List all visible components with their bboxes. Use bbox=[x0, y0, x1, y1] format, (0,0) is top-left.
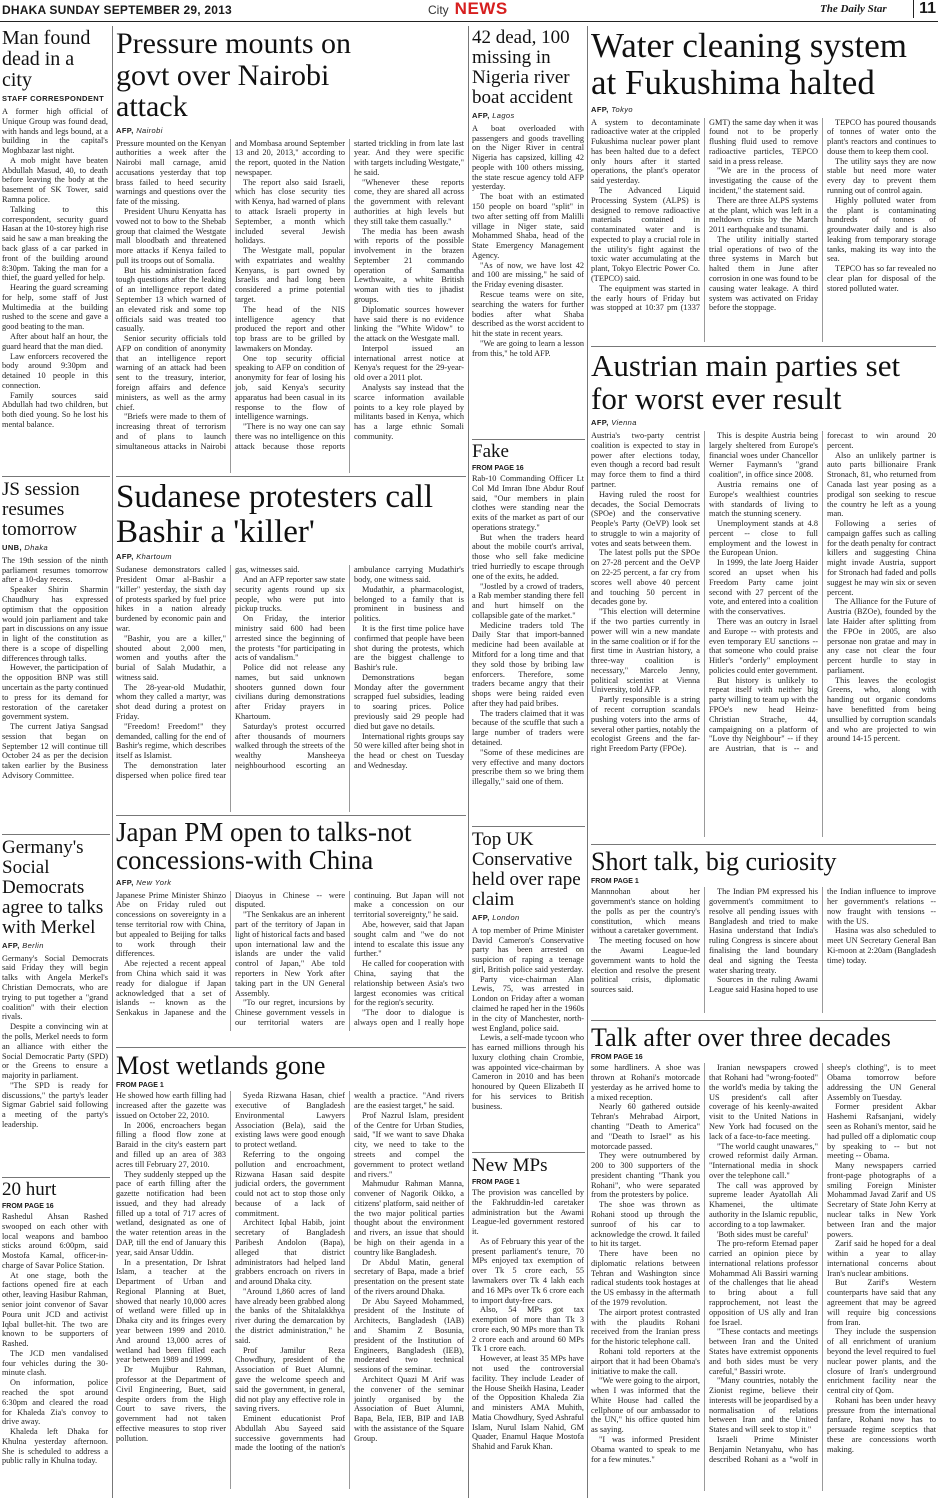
article-nairobi bbox=[116, 28, 464, 473]
continued-from: FROM PAGE 1 bbox=[591, 878, 639, 886]
paragraph: But when the traders heard about the mobile court's arrival, those who sell fake medicine tried hurriedly to escape through one of the exits, he added. bbox=[472, 532, 584, 581]
byline: AFP, Berlin bbox=[2, 940, 44, 950]
story-divider bbox=[2, 476, 110, 477]
paper-logo: The Daily Star bbox=[820, 3, 887, 15]
paragraph: "To our regret, incursions by Chinese government vessels in our territorial waters are continuing. But Japan will not make a concession on our territorial sovereignty," he said. bbox=[235, 890, 464, 1027]
paragraph: And an AFP reporter saw state security agents round up six people, who were put into pickup trucks. bbox=[235, 575, 345, 614]
article-body bbox=[2, 1212, 108, 1466]
paragraph: Abe rejected a recent appeal from China which said it was ready for dialogue if Japan acknowledged that a set of islands -- known as the Senkakus in Japanese and the Diaoyus in Chinese -- were disputed. bbox=[116, 890, 345, 1018]
article-body bbox=[116, 139, 464, 474]
paragraph: They include the suspension of all enrichment of uranium beyond the level required to fuel nuclear power plants, and the closure of Iran's underground enrichment facility near the central city of Qom. bbox=[827, 1327, 936, 1396]
paragraph: After about half an hour, the guard heard that the man died. bbox=[2, 331, 108, 351]
paragraph: Eminent educationist Prof Abdullah Abu Sayeed said successive governments had made the looting of the nation's wealth a practice. "And rivers are the easiest target," he said. bbox=[235, 1091, 464, 1453]
article-body bbox=[116, 565, 464, 812]
paragraph: Lewis, a self-made tycoon who has earned millions through his luxury clothing chain Crombie, was appointed vice-chairman by Cameron in 2010 and has been honoured by Queen Elizabeth II for his services to British business. bbox=[472, 1033, 584, 1111]
paragraph: The head of the NIS intelligence agency that produced the report and other top brass are to be grilled by lawmakers on Monday. bbox=[235, 304, 345, 353]
paragraph: Iranian newspapers crowed that Rohani had "wrong-footed" the world's media by taking the US president's call after coverage of his keenly-awaited visit to the United Nations in New York had focused on the lack of a face-to-face meeting. bbox=[709, 1063, 818, 1141]
paragraph: Medicine traders told The Daily Star that import-banned medicine had been available at Mitford for a long time and that they sold those by bribing law enforcers. Therefore, some traders became angry that their shops were being raided even after they had paid bribes. bbox=[472, 620, 584, 708]
paragraph: "The door to dialogue is always open and I really hope bbox=[354, 1008, 464, 1027]
continued-from: FROM PAGE 16 bbox=[591, 1054, 643, 1062]
paragraph: In 2006, encroachers began filling a flood flow zone at Baraid in the city's eastern part and filled up an area of 383 acres till February 27, 2010. bbox=[116, 1120, 226, 1169]
byline-place: New York bbox=[136, 877, 172, 887]
paragraph: Austria remains one of Europe's wealthiest countries with standards of living to match the stunning scenery. bbox=[709, 480, 818, 519]
page-number: 11 bbox=[913, 0, 936, 18]
paragraph: Architect Iqbal Habib, joint secretary of Bangladesh Paribesh Andolon (Bapa), alleged that district administrators had helped land grabbers encroach on rivers in and around Dhaka city. bbox=[235, 1218, 345, 1287]
paragraph: The provision was cancelled by the Fakhruddin-led caretaker administration but the Awami League-led government restored it. bbox=[472, 1187, 584, 1237]
article-uk-conservative bbox=[472, 830, 584, 1148]
paragraph: "We were going to the airport, when I was informed that the White House had called the cellphone of our ambassador to the UN," his office quoted him as saying. bbox=[591, 1376, 700, 1435]
byline-name: AFP bbox=[591, 418, 607, 428]
byline bbox=[2, 94, 108, 103]
paragraph: Zarif said he hoped for a deal within a year to allay international concerns about Iran's nuclear ambitions. bbox=[827, 1239, 936, 1278]
paragraph: A system to decontaminate radioactive water at the crippled Fukushima nuclear power plant has been halted due to a defect only hours after it started operations, the plant's operator said yesterday. bbox=[591, 117, 700, 186]
byline-place: Berlin bbox=[22, 940, 44, 950]
paragraph: The utility says they are now stable but need more water every day to prevent them running out of control again. bbox=[827, 156, 936, 195]
paragraph: Talking to this correspondent, security guard Hasan at the 10-storey high rise said he saw a man breaking the back glass of a car parked in front of the building around 8:30pm. Taking the man for a thief, the guard yelled for help. bbox=[2, 204, 108, 283]
byline-place: Dhaka bbox=[24, 542, 49, 552]
paragraph: Also, 54 MPs got tax exemption of more than Tk 3 crore each, 90 MPs more than Tk 2 crore each and around 60 MPs Tk 1 crore each. bbox=[472, 1305, 584, 1354]
story-divider bbox=[591, 1020, 936, 1021]
story-divider bbox=[472, 439, 585, 440]
paragraph: This is despite Austria being largely sheltered from Europe's financial woes under Chancellor Werner Faymann's "grand coalition", in office since 2008. bbox=[709, 431, 818, 480]
paragraph: Japanese Prime Minister Shinzo Abe on Friday ruled out concessions on sovereignty in a tense territorial row with China, but appealed to Beijing for talks to work through their differences. bbox=[116, 890, 226, 959]
article-body bbox=[591, 887, 936, 1013]
article-sudan bbox=[116, 480, 464, 812]
byline-name: UNB bbox=[2, 542, 20, 552]
paragraph: A boat overloaded with passengers and goods travelling on the Niger River in central Nigeria has capsized, killing 42 people with 100 others missing, the state rescue agency told AFP yesterday. bbox=[472, 123, 584, 192]
paragraph: Dr Abu Sayeed Mohammed, president of the Institute of Architects, Bangladesh (IAB) and Shamim Z Bosunia, president of the Institution of Engineers, Bangladesh (IEB), moderated two technical sessions of the seminar. bbox=[354, 1296, 464, 1375]
paragraph: TEPCO has poured thousands of tonnes of water onto the plant's reactors and continues to douse them to keep them cool. bbox=[827, 117, 936, 156]
article-body bbox=[472, 1188, 584, 1452]
paragraph: As of February this year of the present parliament's tenure, 70 MPs enjoyed tax exemption of over Tk 5 crore each, 55 lawmakers over Tk 4 lakh each and 16 MPs over Tk 6 crore each to import duty-free cars. bbox=[472, 1236, 584, 1305]
byline-place: Lagos bbox=[492, 110, 515, 120]
column-rule bbox=[587, 26, 588, 1498]
paragraph: On information, police reached the spot around 6:30pm and cleared the road for Khaleda Zia's convoy to drive away. bbox=[2, 1378, 108, 1427]
byline-name: AFP bbox=[116, 552, 132, 562]
article-short-talk bbox=[591, 848, 936, 1016]
headline: JS session resumes tomorrow bbox=[2, 480, 80, 540]
byline: AFP, Lagos bbox=[472, 110, 515, 120]
paragraph: Police did not release any names, but said unknown shooters gunned down four civilians during demonstrations after Friday prayers in Khartoum. bbox=[235, 663, 345, 721]
headline: New MPs bbox=[472, 1156, 548, 1176]
headline: Fake bbox=[472, 442, 509, 462]
paragraph: Sources in the ruling Awami League said Hasina hoped to use the Indian influence to improve her government's relations -- now fraught with tensions -- with the US. bbox=[709, 887, 936, 995]
section-label bbox=[428, 0, 508, 19]
paragraph: In 1999, the late Joerg Haider scored an upset when his Freedom Party came joint second with 27 percent of the vote, and entered into a coalition with the conservatives. bbox=[709, 558, 818, 617]
paragraph: Sudanese demonstrators called President Omar al-Bashir a "killer" yesterday, the sixth day of protests sparked by fuel price hikes in a nation already burdened by economic pain and war. bbox=[116, 565, 226, 633]
paragraph: However, the participation of the opposition BNP was still uncertain as the party continued to press for its demand for restoration of the caretaker government system. bbox=[2, 663, 108, 722]
story-divider bbox=[591, 346, 936, 347]
byline-name: AFP bbox=[2, 940, 18, 950]
headline: Most wetlands gone bbox=[116, 1052, 326, 1080]
paragraph: Analysts say instead that the scarce information available points to a key role played by militants based in Kenya, which has a large ethnic Somali community. bbox=[354, 383, 464, 441]
paragraph: On Friday, the interior ministry said 600 had been arrested since the beginning of the protests "for participating in acts of vandalism." bbox=[235, 614, 345, 663]
headline: Talk after over three decades bbox=[591, 1024, 891, 1052]
headline: Germany's Social Democrats agree to talks with Merkel bbox=[2, 838, 104, 938]
paragraph: "Freedom! Freedom!" they demanded, calling for the end of Bashir's regime, which describes itself as Islamist. bbox=[116, 721, 226, 761]
article-body bbox=[472, 474, 584, 787]
paragraph: But history is unlikely to repeat itself with neither big party willing to team up with the FPOe's new head Heinz-Christian Strache, 44, campaigning on a platform of "Love thy Neighbour" -- if they are Austrian, that is -- and forecast to win around 20 percent. bbox=[709, 431, 936, 754]
byline: AFP, Khartoum bbox=[116, 552, 172, 562]
paragraph: A former high official of Unique Group was found dead, with hands and legs bound, at a building in the capital's Moghbazar last night. bbox=[2, 107, 108, 156]
paragraph: "We are going to learn a lesson from this," he told AFP. bbox=[472, 338, 584, 358]
paragraph: Hearing the guard screaming for help, some staff of Just Multimedia at the building rushed to the scene and gave a good beating to the man. bbox=[2, 283, 108, 332]
paragraph: Many newspapers carried front-page photographs of a smiling Foreign Minister Mohammad Javad Zarif and US Secretary of State John Kerry at nuclear talks in New York between Iran and the major powers. bbox=[827, 1161, 936, 1239]
paragraph: International rights groups say 50 were killed after being shot in the head or chest on Tuesday and Wednesday. bbox=[354, 731, 464, 770]
story-divider bbox=[116, 476, 466, 477]
paragraph: He showed how earth filling had increased after the gazette was issued on October 22, 2010. bbox=[116, 1091, 226, 1120]
paragraph: One top security official speaking to AFP on condition of anonymity for fear of losing his job, said Kenya's security apparatus had been casual in its response to the flow of intelligence warnings. bbox=[235, 353, 345, 422]
paragraph: Highly polluted water from the plant is contaminating hundreds of tonnes of groundwater daily and is also leaking from temporary storage tanks, making its way into the sea. bbox=[827, 195, 936, 264]
headline: Short talk, big curiosity bbox=[591, 848, 837, 876]
paragraph: Germany's Social Democrats said Friday they will begin talks with Angela Merkel's Christian Democrats, who are trying to put together a "grand coalition" with their election rivals. bbox=[2, 953, 108, 1022]
paragraph: A top member of Prime Minister David Cameron's Conservative party has been arrested on suspicion of raping a teenage girl, British police said yesterday. bbox=[472, 925, 584, 974]
paragraph: The current Jatiya Sangsad session that began on September 12 will continue till October 24 as per the decision taken earlier by the Business Advisory Committee. bbox=[2, 722, 108, 780]
byline-place: Khartoum bbox=[136, 552, 172, 562]
headline: Sudanese protesters call Bashir a 'killer' bbox=[116, 480, 434, 550]
paragraph: The call was approved by supreme leader Ayatollah Ali Khamenei, the ultimate authority in the Islamic republic, according to a top lawmaker. bbox=[709, 1180, 818, 1229]
paragraph: Mahmudur Rahman Manna, convener of Nagorik Oikko, a citizens' platform, said neither of the two major political parties thought about the environment and rivers, an issue that should be high on their agenda in a country like Bangladesh. bbox=[354, 1179, 464, 1257]
article-20-hurt bbox=[2, 1180, 108, 1498]
paragraph: They were outnumbered by 200 to 300 supporters of the president chanting "Thank you Rohani", who were separated from the protesters by police. bbox=[591, 1151, 700, 1200]
paragraph: Also an unlikely partner is auto parts billionaire Frank Stronach, 81, who returned from Canada last year posing as a prodigal son seeking to rescue the country he left as a young man. bbox=[827, 450, 936, 519]
paragraph: The boat with an estimated 150 people on board "split" in two after setting off from Malilli village in Niger state, said Mohammed Shaba, head of the State Emergency Management Agency. bbox=[472, 192, 584, 260]
paragraph: Dr Abdul Matin, general secretary of Bapa, made a brief presentation on the present state of the rivers around Dhaka. bbox=[354, 1257, 464, 1296]
byline-name: AFP bbox=[591, 104, 607, 114]
paragraph: Former president Akbar Hashemi Rafsanjani, widely seen as Rohani's mentor, said he had pulled off a diplomatic coup by speaking to -- but not meeting -- Obama. bbox=[827, 1102, 936, 1161]
paragraph: The JCD men vandalised four vehicles during the 30-minute clash. bbox=[2, 1348, 108, 1378]
paragraph: The demonstration later dispersed when police fired tear gas, witnesses said. bbox=[116, 565, 300, 780]
paragraph: The media has been awash with reports of the possible involvement in the brazen September 21 commando operation of Samantha Lewthwaite, a white British woman with ties to jihadist groups. bbox=[354, 226, 464, 304]
article-body bbox=[116, 891, 464, 1031]
paragraph: "This election will determine if the two parties currently in power will win a new mandate in the same coalition or if for the first time in Austrian history, a three-way coalition is necessary," Marcelo Jenny, political scientist at Vienna University, told AFP. bbox=[591, 607, 700, 695]
byline-name: AFP bbox=[472, 110, 488, 120]
paragraph: A mob might have beaten Abdullah Masud, 40, to death before leaving the body at the basement of SK Tower, said Ramna police. bbox=[2, 155, 108, 205]
byline: AFP, Vienna bbox=[591, 418, 637, 428]
paragraph: Pressure mounted on the Kenyan authorities a week after the Nairobi mall carnage, amid accusations yesterday that top brass failed to heed security warnings and questions over the fate of the missing. bbox=[116, 138, 226, 207]
byline: AFP, Nairobi bbox=[116, 125, 163, 135]
paragraph: Architect Quazi M Arif was the convener of the seminar jointly organised by the Association of Buet Alumni, Bapa, Bela, IEB, BIP and IAB with the assistance of the Square Group. bbox=[354, 1374, 464, 1443]
dateline: DHAKA SUNDAY SEPTEMBER 29, 2013 bbox=[2, 3, 232, 17]
paragraph: Partly responsible is a string of recent corruption scandals pushing voters into the arms of several other parties, notably the ecologist Greens and the far-right Freedom Party (FPOe). bbox=[591, 695, 700, 754]
article-fake bbox=[472, 442, 584, 822]
paragraph: "Jostled by a crowd of traders, a Rab member standing there fell and hurt himself on the collapsible gate of the market." bbox=[472, 581, 584, 620]
byline-place: Nairobi bbox=[136, 125, 163, 135]
article-body bbox=[591, 431, 936, 837]
section-city: City bbox=[428, 3, 449, 17]
paragraph: Following a series of campaign gaffes such as calling for the death penalty for contract killers and suggesting China might invade Austria, support for Stronach had faded and polls suggest he may win six or seven percent. bbox=[827, 519, 936, 597]
paragraph: Abe, however, said that Japan sought calm and "we do not intend to escalate this issue any further." bbox=[354, 920, 464, 959]
byline-name: AFP bbox=[116, 125, 132, 135]
paragraph: Saturday's protest occurred after thousands of mourners walked through the streets of the wealthy Mansheeya neighbourhood escorting an ambulance carrying Mudathir's body, one witness said. bbox=[235, 565, 464, 770]
paragraph: "There is no way one can say there was no intelligence on this attack because those reports started trickling in from late last year. And they were specific with targets including Westgate," he said. bbox=[235, 138, 464, 451]
paragraph: President Uhuru Kenyatta has vowed not to bow to the Shebab group that claimed the Westgate mall bloodbath and threatened more attacks if Kenya failed to pull its troops out of Somalia. bbox=[116, 206, 226, 265]
paragraph: The meeting focused on how the Awami League-led government wants to hold the election and resolve the present political crisis, diplomatic sources said. bbox=[591, 936, 700, 995]
byline-place: Vienna bbox=[611, 418, 637, 428]
paragraph: "Briefs were made to them of increasing threat of terrorism and of plans to launch simultaneous attacks in Nairobi and Mombasa around September 13 and 20, 2013," according to the report, quoted in the Nation newspaper. bbox=[116, 138, 345, 451]
section-news: NEWS bbox=[454, 0, 508, 18]
story-divider bbox=[472, 1152, 585, 1153]
paragraph: 'Both sides must be careful' bbox=[717, 1229, 809, 1239]
paragraph: The airport protest contrasted with the plaudits Rohani received from the Iranian press for the historic telephone call. bbox=[591, 1307, 700, 1347]
article-body bbox=[591, 118, 936, 343]
article-new-mps bbox=[472, 1156, 584, 1498]
article-js-session bbox=[2, 480, 108, 828]
paragraph: Hasina was also scheduled to meet UN Secretary General Ban Ki-moon at 2:20am (Bangladesh time) today. bbox=[827, 926, 936, 965]
headline: Water cleaning system at Fukushima halted bbox=[591, 28, 907, 102]
paragraph: "These contacts and meetings between Iran and the United States have extremist opponents and both sides must be very careful," Bassiri wrote. bbox=[709, 1327, 818, 1376]
article-man-found-dead bbox=[2, 28, 108, 473]
paragraph: He called for cooperation with China, saying that the relationship between Asia's two largest economies was critical for the region's security. bbox=[354, 959, 464, 1008]
paragraph: "I was informed President Obama wanted to speak to me for a few minutes." bbox=[591, 1434, 700, 1464]
continued-from: FROM PAGE 1 bbox=[116, 1082, 164, 1090]
byline-name: AFP bbox=[116, 877, 132, 887]
paragraph: Dr Mujibur Rahman, professor at the Department of Civil Engineering, Buet, said despite orders from the High Court to save rivers, the government had not taken effective measures to stop river pollution. bbox=[116, 1365, 226, 1443]
paragraph: The 28-year-old Mudathir, whom they called a martyr, was shot dead during a protest on Friday. bbox=[116, 682, 226, 721]
paragraph: The Westgate mall, popular with expatriates and wealthy Kenyans, is part owned by Israelis and had long been considered a prime potential target. bbox=[235, 246, 345, 304]
paragraph: "Bashir, you are a killer," shouted about 2,000 men, women and youths after the burial of Salah Mudathir, a witness said. bbox=[116, 633, 226, 682]
byline-place: London bbox=[492, 912, 520, 922]
paragraph: Rashedul Ahsan Rashed swooped on each other with local weapons and bamboo sticks around 6:00pm, said Mostofa Kamal, officer-in-charge of Savar Police Station. bbox=[2, 1211, 108, 1270]
paragraph: Austria's two-party centrist coalition is expected to stay in power after elections today, even though a record bad result may force them to find a third partner. bbox=[591, 431, 700, 489]
story-divider bbox=[116, 815, 466, 816]
article-body bbox=[591, 1063, 936, 1491]
paragraph: The 19th session of the ninth parliament resumes tomorrow after a 10-day recess. bbox=[2, 555, 108, 585]
paragraph: Senior security officials told AFP on condition of anonymity that an intelligence report warning of an attack had been sent to the treasury, interior, foreign affairs and defence ministers, as well as the army chief. bbox=[116, 334, 226, 412]
article-germany bbox=[2, 838, 108, 1174]
headline: 20 hurt bbox=[2, 1180, 57, 1200]
story-divider bbox=[116, 1047, 466, 1048]
paragraph: Rohani told reporters at the airport that it had been Obama's initiative to make the call. bbox=[591, 1346, 700, 1376]
column-rule bbox=[468, 26, 469, 1498]
continued-from: FROM PAGE 16 bbox=[2, 1202, 54, 1210]
byline: AFP, London bbox=[472, 912, 520, 922]
paragraph: "Around 1,860 acres of land have already been grabbed along the banks of the Shitalakkhya river during the demarcation by the district administration," he said. bbox=[235, 1286, 345, 1345]
article-body bbox=[472, 124, 584, 359]
paragraph: There was an outcry in Israel and Europe -- with protests and even temporary EU sanctions -- that someone who could praise Hitler's "orderly" employment policies could enter government. bbox=[709, 616, 818, 675]
paragraph: Demonstrations began Monday after the government scrapped fuel subsidies, leading to soaring prices. Police previously said 29 people had died but gave no details. bbox=[354, 672, 464, 731]
paragraph: Interpol issued an international arrest notice at Kenya's request for the 29-year-old over a 2011 plot. bbox=[354, 343, 464, 383]
paragraph: Khaleda left Dhaka for Khulna yesterday afternoon. She is scheduled to address a public rally in Khulna today. bbox=[2, 1427, 108, 1466]
paragraph: Rescue teams were on site, searching the waters for further bodies after what Shaba described as the worst accident to hit the state in recent years. bbox=[472, 290, 584, 339]
paragraph: At one stage, both the factions opened fire at each other, leaving Hasibur Rahman, senior joint convenor of Savar Poura unit JCD and activist Iqbal bullet-hit. The two are known to be supporters of Rashed. bbox=[2, 1270, 108, 1349]
paragraph: "The world caught unawares," crowed reformist daily Arman. "International media in shock over the telephone call." bbox=[709, 1141, 818, 1180]
headline: Man found dead in a city bbox=[2, 28, 91, 91]
paragraph: "The Senkakus are an inherent part of the territory of Japan in light of historical facts and based upon international law and the islands are under the valid control of Japan," Abe told reporters in New York after taking part in the UN General Assembly. bbox=[235, 910, 345, 998]
paragraph: This leaves the ecologist Greens, who, along with handing out organic condoms have benefitted from being unsullied by corruption scandals and who are projected to win around 14-15 percent. bbox=[827, 675, 936, 744]
paragraph: They suddenly stepped up the pace of earth filling after the gazette notification had been issued, and they had already filled up a total of 717 acres of wetland, designated as one of the water retention areas in the DAP, till the end of January this year, said Ansar Uddin. bbox=[116, 1169, 226, 1257]
byline-place: Tokyo bbox=[611, 104, 633, 114]
article-body bbox=[116, 1091, 464, 1489]
paragraph: "Whenever these reports come, they are shared all across the government with relevant authorities at high levels but they still take them casually." bbox=[354, 177, 464, 226]
article-japan bbox=[116, 818, 464, 1040]
article-fukushima bbox=[591, 28, 936, 342]
paragraph: There have been no diplomatic relations between Tehran and Washington since radical students took hostages at the US embassy in the aftermath of the 1979 revolution. bbox=[591, 1249, 700, 1308]
paragraph: The utility initially started trial operations of two of the three systems in March but halted them in June after corrosion in one was found to be causing water leakage. A third system was activated on Friday before the stoppage. bbox=[709, 234, 818, 313]
paragraph: But Zarif's Western counterparts have said that any agreement that may be agreed will require big concessions from Iran. bbox=[827, 1278, 936, 1327]
continued-from: FROM PAGE 16 bbox=[472, 464, 524, 472]
headline: Japan PM open to talks-not concessions-with China bbox=[116, 818, 412, 876]
paragraph: Mannnohan about her government's stance on holding the polls as per the country's constitution, which means without a caretaker government. bbox=[591, 887, 700, 936]
article-wetlands bbox=[116, 1052, 464, 1498]
paragraph: Party vice-chairman Alan Lewis, 75, was arrested in London on Friday after a woman claimed he raped her in the 1960s in the city of Manchester, north-west England, police said. bbox=[472, 974, 584, 1033]
paragraph: Referring to the ongoing pollution and encroachment, Rizwana Hasan said despite judicial orders, the government could not act to stop those only because of a lack of commitment. bbox=[235, 1149, 345, 1218]
headline: Austrian main parties set for worst ever result bbox=[591, 350, 901, 416]
article-body bbox=[2, 954, 108, 1130]
paragraph: There are three ALPS systems at the plant, which was left in a meltdown crisis by the March 2011 earthquake and tsunami. bbox=[709, 195, 818, 235]
paragraph: It is the first time police have confirmed that people have been shot during the protests, which are the biggest challenge to Bashir's rule. bbox=[354, 623, 464, 673]
paragraph: Law enforcers recovered the body around 9:30pm and detained 10 people in this connection. bbox=[2, 351, 108, 390]
paragraph: Israeli Prime Minister Benjamin Netanyahu, who has described Rohani as a "wolf in sheep's clothing", is to meet Obama tomorrow before addressing the UN General Assembly on Tuesday. bbox=[709, 1063, 936, 1464]
paragraph: The latest polls put the SPOe on 27-28 percent and the OeVP on 22-25 percent, a far cry from scores well above 40 percent and touching 50 percent in decades gone by. bbox=[591, 548, 700, 607]
paragraph: "The SPD is ready for discussions," the party's leader Sigmar Gabriel said following a meeting of the party's leadership. bbox=[2, 1080, 108, 1129]
paragraph: Having ruled the roost for decades, the Social Democrats (SPOe) and the conservative People's Party (OeVP) look set to struggle to win a majority of votes and seats between them. bbox=[591, 489, 700, 548]
byline-name: AFP bbox=[472, 912, 488, 922]
paragraph: But his administration faced tough questions after the leaking of an intelligence report dated September 13 which warned of an elevated risk and some top officials said was treated too casually. bbox=[116, 265, 226, 334]
paragraph: In a presentation, Dr Ishrat Islam, a teacher at the Department of Urban and Regional Planning at Buet, showed that nearly 10,000 acres of wetland were filled up in Dhaka city and its fringes every year between 1999 and 2010. And around 13,000 acres of wetland had been filled each year between 1989 and 1999. bbox=[116, 1257, 226, 1365]
paragraph: Nearly 60 gathered outside Tehran's Mehrabad Airport, chanting "Death to America" and "Death to Israel" as his motorcade passed. bbox=[591, 1102, 700, 1151]
headline: Pressure mounts on govt over Nairobi attack bbox=[116, 28, 351, 123]
continued-from: FROM PAGE 1 bbox=[472, 1178, 520, 1186]
paragraph: The shoe was thrown as Rohani stood up through the sunroof of his car to acknowledge the crowd. It failed to hit its target. bbox=[591, 1200, 700, 1249]
paragraph: However, at least 35 MPs have not used the controversial facility. They include Leader of the House Sheikh Hasina, Leader of the Opposition Khaleda Zia and ministers AMA Muhith, Matia Chowdhury, Syed Ashraful Islam, Nurul Islam Nahid, GM Quader, Enamul Haque Mostofa Shahid and Faruk Khan. bbox=[472, 1354, 584, 1452]
paragraph: "Many countries, notably the Zionist regime, believe their interests will be jeopardised by a normalisation of relations between Iran and the United States and will seek to stop it." bbox=[709, 1376, 818, 1435]
column-rule bbox=[112, 26, 113, 1498]
story-divider bbox=[2, 1177, 110, 1178]
paragraph: TEPCO has so far revealed no clear plan for disposal of the stored polluted water. bbox=[827, 264, 936, 293]
byline: UNB, Dhaka bbox=[2, 542, 49, 552]
paragraph: Family sources said Abdullah had two children, but both died young. So he lost his mental balance. bbox=[2, 390, 108, 429]
story-divider bbox=[472, 826, 585, 827]
paragraph: Rohani has been under heavy pressure from the international fanfare, Rohani now has to persuade regime sceptics that these are concessions worth making. bbox=[827, 1395, 936, 1454]
paragraph: The Advanced Liquid Processing System (ALPS) is designed to remove radioactive materials contained in contaminated water and is expected to play a crucial role in the utility's fight against the toxic water accumulating at the plant, Tokyo Electric Power Co. (TEPCO) said. bbox=[591, 185, 700, 283]
article-austria bbox=[591, 350, 936, 840]
paragraph: some hardliners. A shoe was thrown at Rohani's motorcade yesterday as he arrived home to a mixed reception. bbox=[591, 1063, 700, 1102]
paragraph: Speaker Shirin Sharmin Chaudhury has expressed optimism that the opposition would join parliament and take part in discussions on any issue in light of the constitution as there is a scope of dispelling differences through talks. bbox=[2, 585, 108, 663]
paragraph: "We are in the process of investigating the cause of the incident," the statement said. bbox=[709, 166, 818, 195]
paragraph: "As of now, we have lost 42 and 100 are missing," he said of the Friday evening disaster. bbox=[472, 260, 584, 290]
paragraph: Mudathir, a pharmacologist, belonged to a family that is prominent in business and politics. bbox=[354, 584, 464, 624]
paragraph: The report also said Israeli, which has close security ties with Kenya, had warned of plans to attack Israeli property in September, a month which included several Jewish holidays. bbox=[235, 177, 345, 246]
headline: 42 dead, 100 missing in Nigeria river boat accident bbox=[472, 28, 573, 108]
article-body bbox=[472, 926, 584, 1112]
paragraph: The pro-reform Etemad paper carried an opinion piece by international relations professor Mohammad Ali Bassiri warning of the challenges that lie ahead to bring about a full rapprochement, not least the opposition of US ally and Iran foe Israel. bbox=[709, 1239, 818, 1327]
byline: AFP, New York bbox=[116, 877, 172, 887]
article-body bbox=[2, 107, 108, 430]
paragraph: Diplomatic sources however have said there is no evidence linking the "White Widow" to the attack on the Westgate mall. bbox=[354, 304, 464, 344]
paragraph: Prof Jamilur Reza Chowdhury, president of the Association of Buet Alumni, gave the welcome speech and said the government, in general, did not play any effective role in saving rivers. bbox=[235, 1345, 345, 1414]
article-nigeria bbox=[472, 28, 584, 436]
article-talk-three-decades bbox=[591, 1024, 936, 1498]
paragraph: The traders claimed that it was because of the scuffle that such a large number of traders were detained. bbox=[472, 708, 584, 748]
byline-name: STAFF CORRESPONDENT bbox=[2, 94, 105, 103]
story-divider bbox=[2, 834, 110, 835]
paragraph: The equipment was started in the early hours of Friday but was stopped at 10:37 pm (1337 GMT) the same day when it was found not to be properly flushing fluid used to remove radioactive particles, TEPCO said in a press release. bbox=[591, 117, 818, 313]
headline: Top UK Conservative held over rape claim bbox=[472, 830, 581, 910]
paragraph: "Some of these medicines are very effective and many doctors prescribe them so we bring them illegally," said one of them. bbox=[472, 747, 584, 787]
paragraph: Rab-10 Commanding Officer Lt Col Md Imran Ibne Abdur Rouf said, "Our members in plain clothes were standing near the exits of the market as part of our operations strategy." bbox=[472, 473, 584, 532]
story-divider bbox=[591, 844, 936, 845]
paragraph: Unemployment stands at 4.8 percent -- close to full employment and the lowest in the European Union. bbox=[709, 519, 818, 558]
paragraph: The Indian PM expressed his government's commitment to resolve all pending issues with Bangladesh and tried to make Hasina understand that India's ruling Congress is sincere about finalising the land boundary deal and signing the Teesta water sharing treaty. bbox=[709, 887, 818, 975]
paragraph: Prof Nazrul Islam, president of the Centre for Urban Studies, said, "If we want to save Dhaka city, we need to take to the streets and compel the government to protect wetland and rivers." bbox=[354, 1110, 464, 1179]
article-body bbox=[2, 556, 108, 781]
paragraph: Syeda Rizwana Hasan, chief executive of Bangladesh Environmental Lawyers Association (Bela), said the existing laws were good enough to protect wetland. bbox=[235, 1091, 345, 1150]
byline: AFP, Tokyo bbox=[591, 104, 633, 114]
paragraph: The Alliance for the Future of Austria (BZOe), founded by the late Haider after splitting from the FPOe in 2005, are also personae non gratae and may in any case not clear the four percent hurdle to stay in parliament. bbox=[827, 597, 936, 675]
paragraph: Despite a convincing win at the polls, Merkel needs to form an alliance with either the Social Democratic Party (SPD) or the Greens to ensure a majority in parliament. bbox=[2, 1022, 108, 1081]
masthead bbox=[0, 0, 938, 22]
